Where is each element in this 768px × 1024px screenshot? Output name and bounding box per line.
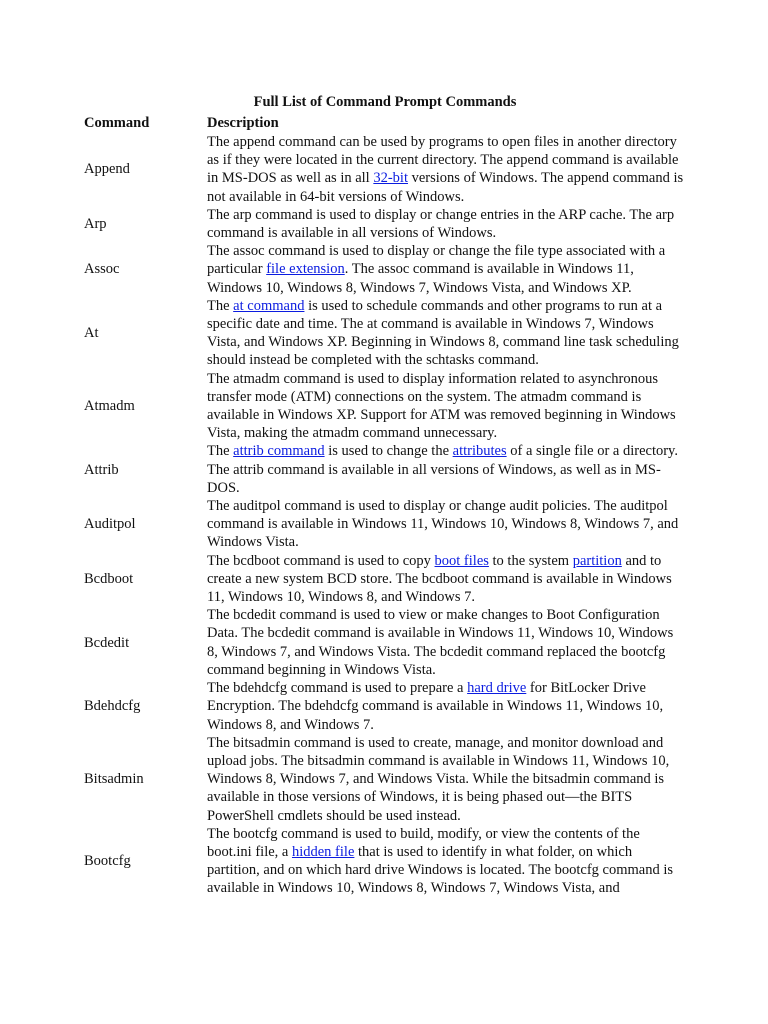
table-row — [84, 734, 687, 825]
command-name: Bcdedit — [84, 634, 130, 651]
command-name: Bcdboot — [84, 570, 134, 587]
description-text: versions of Windows. The append command is not available in 64-bit versions of Windows. — [207, 170, 684, 205]
description-text: The bitsadmin command is used to create, manage, and monitor download and upload jobs. The bitsadmin command is available in Windows 11, Windows 10, Windows 8, Windows 7, and Windows Vista. While the bitsadmin command is available in those versions of Windows, it is being phased out—the BITS PowerShell cmdlets should be used instead. — [207, 734, 670, 824]
command-description — [207, 552, 687, 607]
table-row — [84, 552, 687, 607]
description-text: The atmadm command is used to display information related to asynchronous transfer mode (ATM) connections on the system. The atmadm command is available in Windows XP. Support for ATM was removed beginning in Windows Vista, making the atmadm command unnecessary. — [207, 370, 676, 442]
description-text: The bcdedit command is used to view or make changes to Boot Configuration Data. The bcdedit command is available in Windows 11, Windows 10, Windows 8, Windows 7, and Windows Vista. The bcdedit command replaced the bootcfg command beginning in Windows Vista. — [207, 607, 674, 678]
table-row — [84, 606, 687, 679]
table-header-row — [84, 114, 687, 133]
command-name: Attrib — [84, 461, 119, 478]
description-text: and to create a new system BCD store. The bcdboot command is available in Windows 11, Windows 10, Windows 8, and Windows 7. — [207, 552, 672, 606]
description-text: that is used to identify in what folder, on which partition, and on which hard drive Windows is located. The bootcfg command is available in Windows 10, Windows 8, Windows 7, Windows Vista, and — [207, 843, 674, 897]
description-text: to the system — [488, 552, 573, 569]
description-text: is used to schedule commands and other programs to run at a specific date and time. The at command is available in Windows 7, Windows Vista, and Windows XP. Beginning in Windows 8, command line task scheduling should instead be completed with the schtasks command. — [207, 297, 679, 369]
description-link[interactable]: partition — [572, 552, 622, 569]
command-name: Append — [84, 161, 130, 178]
table-row — [84, 370, 687, 443]
description-link[interactable]: attributes — [452, 443, 507, 460]
command-name: Arp — [84, 215, 107, 232]
command-description — [207, 442, 687, 497]
table-row — [84, 442, 687, 497]
description-text: for BitLocker Drive Encryption. The bdehdcfg command is available in Windows 11, Windows 10, Windows 8, and Windows 7. — [207, 680, 664, 733]
description-text: The arp command is used to display or change entries in the ARP cache. The arp command is available in all versions of Windows. — [207, 206, 675, 242]
command-name: Bootcfg — [84, 853, 131, 870]
command-description — [207, 825, 687, 898]
command-description — [207, 133, 687, 206]
description-link[interactable]: file extension — [266, 261, 345, 278]
description-text: The bdehdcfg command is used to prepare a — [207, 680, 468, 697]
table-row — [84, 497, 687, 552]
command-name: Auditpol — [84, 516, 136, 533]
command-description — [207, 606, 687, 679]
command-name: Bitsadmin — [84, 771, 144, 788]
page-title: Full List of Command Prompt Commands — [253, 94, 517, 110]
command-description — [207, 679, 687, 734]
command-description — [207, 206, 687, 242]
table-row — [84, 206, 687, 242]
header-command: Command — [84, 115, 150, 132]
description-link[interactable]: attrib command — [233, 443, 325, 460]
description-text: of a single file or a directory. The attrib command is available in all versions of Windows, as well as in MS-DOS. — [207, 443, 678, 496]
command-description — [207, 497, 687, 552]
description-text: The bootcfg command is used to build, modify, or view the contents of the boot.ini file, a — [207, 825, 640, 860]
table-row — [84, 242, 687, 297]
table-row — [84, 133, 687, 206]
description-link[interactable]: boot files — [434, 552, 489, 569]
command-description — [207, 734, 687, 825]
description-text: The assoc command is used to display or change the file type associated with a particular — [207, 243, 666, 278]
command-description — [207, 242, 687, 297]
table-row — [84, 825, 687, 898]
command-name: Assoc — [84, 261, 120, 278]
command-table — [84, 114, 687, 898]
description-link[interactable]: 32-bit — [373, 170, 408, 187]
table-body — [84, 133, 687, 898]
description-text: . The assoc command is available in Windows 11, Windows 10, Windows 8, Windows 7, Windows Vista, and Windows XP. — [207, 261, 634, 296]
description-text: The bcdboot command is used to copy — [207, 552, 435, 569]
command-name: Bdehdcfg — [84, 698, 141, 715]
table-row — [84, 679, 687, 734]
command-name: At — [84, 325, 99, 342]
command-name: Atmadm — [84, 397, 135, 414]
description-text: The append command can be used by programs to open files in another directory as if they were located in the current directory. The append command is available in MS-DOS as well as in all — [207, 134, 679, 187]
description-text: The — [207, 297, 234, 314]
description-text: is used to change the — [324, 443, 453, 460]
description-link[interactable]: hidden file — [291, 843, 355, 860]
table-row — [84, 297, 687, 370]
description-link[interactable]: hard drive — [467, 680, 527, 697]
command-description — [207, 297, 687, 370]
header-description: Description — [207, 115, 279, 132]
description-text: The auditpol command is used to display or change audit policies. The auditpol command is available in Windows 11, Windows 10, Windows 8, Windows 7, and Windows Vista. — [207, 498, 679, 551]
description-text: The — [207, 443, 234, 460]
command-description — [207, 370, 687, 443]
description-link[interactable]: at command — [233, 297, 305, 314]
